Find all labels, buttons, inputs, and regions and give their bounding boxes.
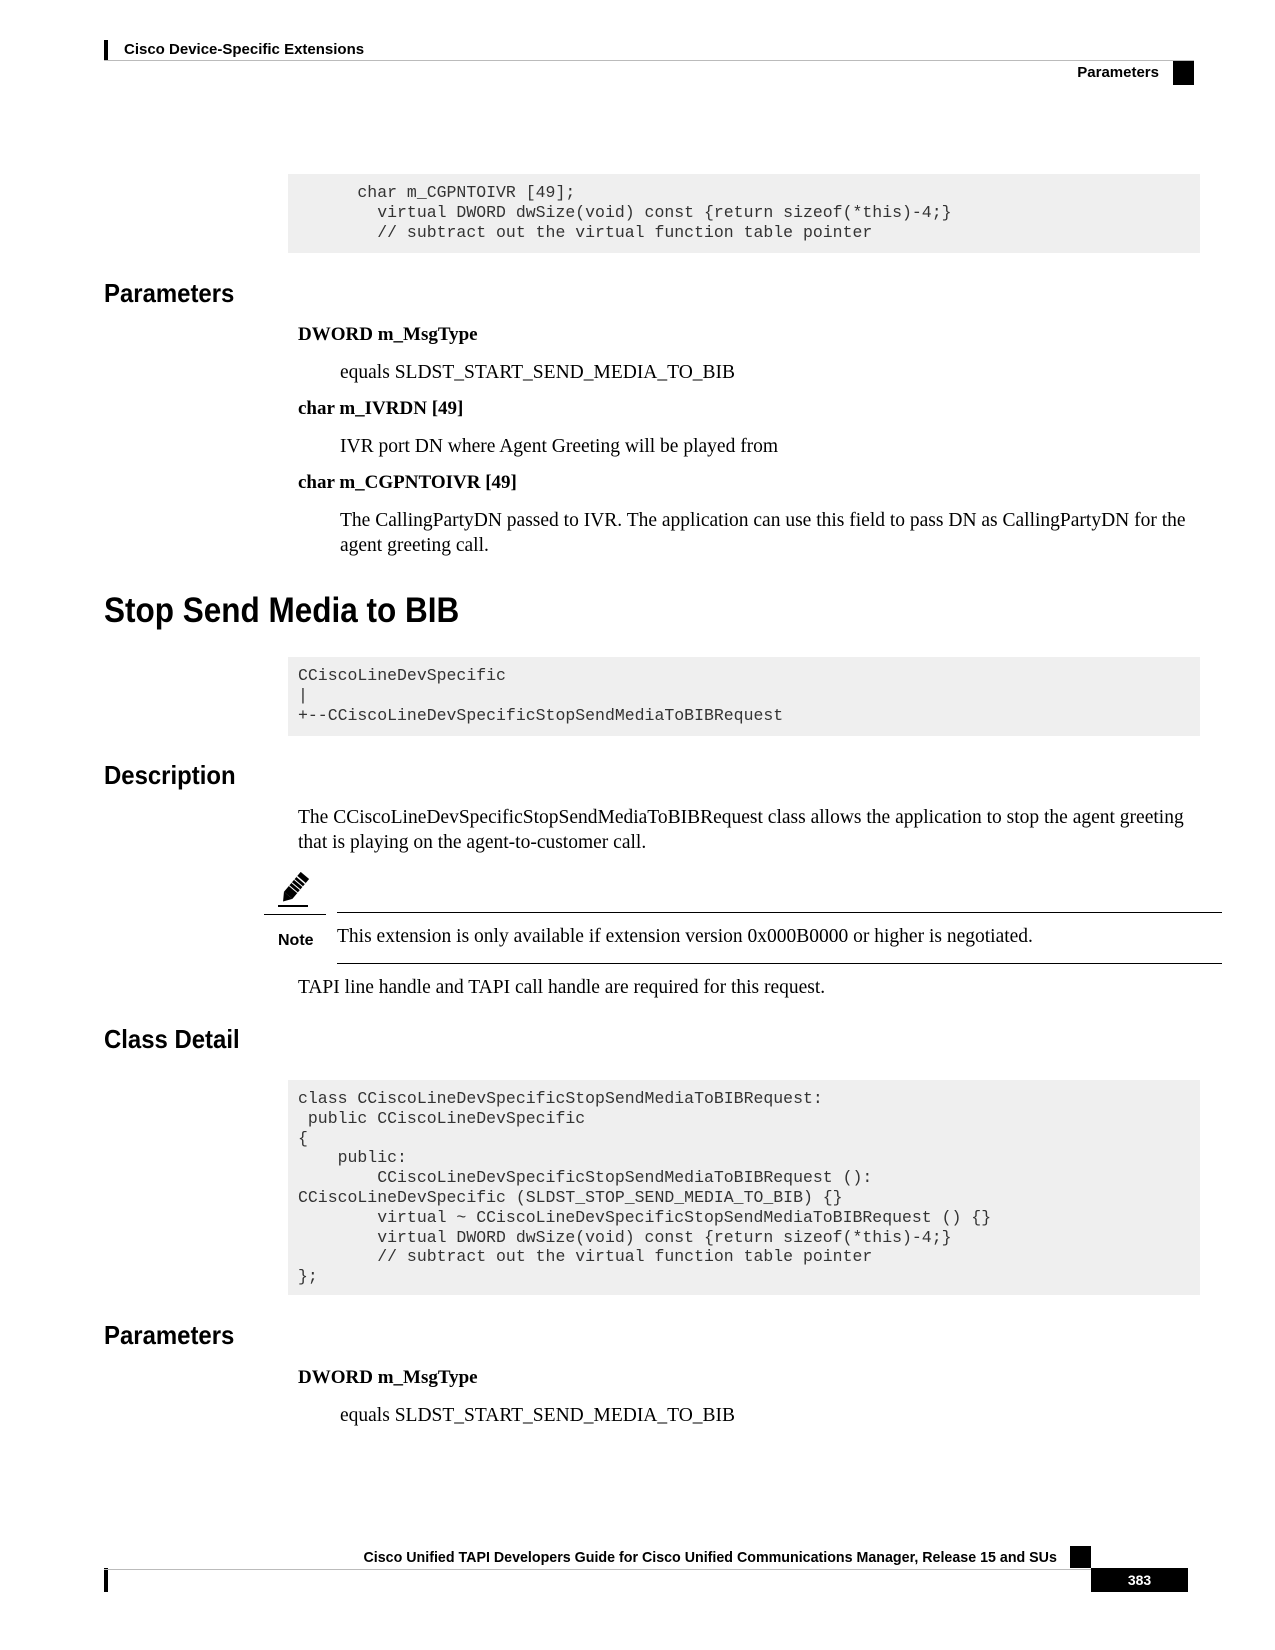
pencil-note-icon — [276, 872, 314, 908]
note-icon-rule — [264, 914, 326, 915]
note-bottom-rule — [337, 963, 1222, 964]
param-desc: IVR port DN where Agent Greeting will be played from — [340, 436, 779, 457]
footer-square — [1070, 1546, 1091, 1568]
header-square — [1173, 61, 1194, 85]
description-text: The CCiscoLineDevSpecificStopSendMediaToBIBRequest class allows the application to stop the agent greeting that is playing on the agent-to-customer call. — [298, 807, 1184, 853]
param-desc: equals SLDST_START_SEND_MEDIA_TO_BIB — [340, 1405, 736, 1426]
param-term: char m_IVRDN [49] — [298, 398, 464, 419]
inheritance-code-block: CCiscoLineDevSpecific | +--CCiscoLineDevSpecificStopSendMediaToBIBRequest — [288, 657, 1200, 736]
header-bar — [104, 40, 108, 60]
footer-bar — [104, 1568, 108, 1592]
section-title: Stop Send Media to BIB — [104, 591, 460, 630]
footer-title: Cisco Unified TAPI Developers Guide for Cisco Unified Communications Manager, Release 15 and SUs — [363, 1549, 1057, 1566]
param-term: DWORD m_MsgType — [298, 324, 478, 345]
chapter-title: Cisco Device-Specific Extensions — [124, 41, 365, 58]
param-desc: equals SLDST_START_SEND_MEDIA_TO_BIB — [340, 362, 736, 383]
parameters-heading: Parameters — [104, 278, 235, 308]
note-text: This extension is only available if extension version 0x000B0000 or higher is negotiated. — [337, 926, 1033, 947]
note-top-rule — [337, 912, 1222, 913]
header-rule — [104, 60, 1194, 61]
class-detail-heading: Class Detail — [104, 1024, 240, 1054]
requirement-text: TAPI line handle and TAPI call handle are required for this request. — [298, 977, 826, 998]
note-label: Note — [278, 932, 314, 949]
code-block: char m_CGPNTOIVR [49]; virtual DWORD dwSize(void) const {return sizeof(*this)-4;} // subtract out the virtual function table pointer — [288, 174, 1200, 253]
page-number: 383 — [1091, 1568, 1188, 1592]
parameters-heading: Parameters — [104, 1320, 235, 1350]
param-term: DWORD m_MsgType — [298, 1367, 478, 1388]
section-label: Parameters — [1077, 64, 1159, 81]
param-term: char m_CGPNTOIVR [49] — [298, 472, 517, 493]
param-desc: The CallingPartyDN passed to IVR. The application can use this field to pass DN as CallingPartyDN for the agent greeting call. — [340, 510, 1186, 556]
footer-rule — [104, 1569, 1094, 1570]
class-code-block: class CCiscoLineDevSpecificStopSendMediaToBIBRequest: public CCiscoLineDevSpecific { public: CCiscoLineDevSpecificStopSendMediaToBIBRequest (): CCiscoLineDevSpecific (SLDST_STOP_SEND_MEDIA_TO_BIB) {} virtual ~ CCiscoLineDevSpecificStopSendMediaToBIBRequest () {} virtual DWORD dwSize(void) const {return sizeof(*this)-4;} // subtract out the virtual function table pointer }; — [288, 1080, 1200, 1295]
description-heading: Description — [104, 760, 236, 790]
